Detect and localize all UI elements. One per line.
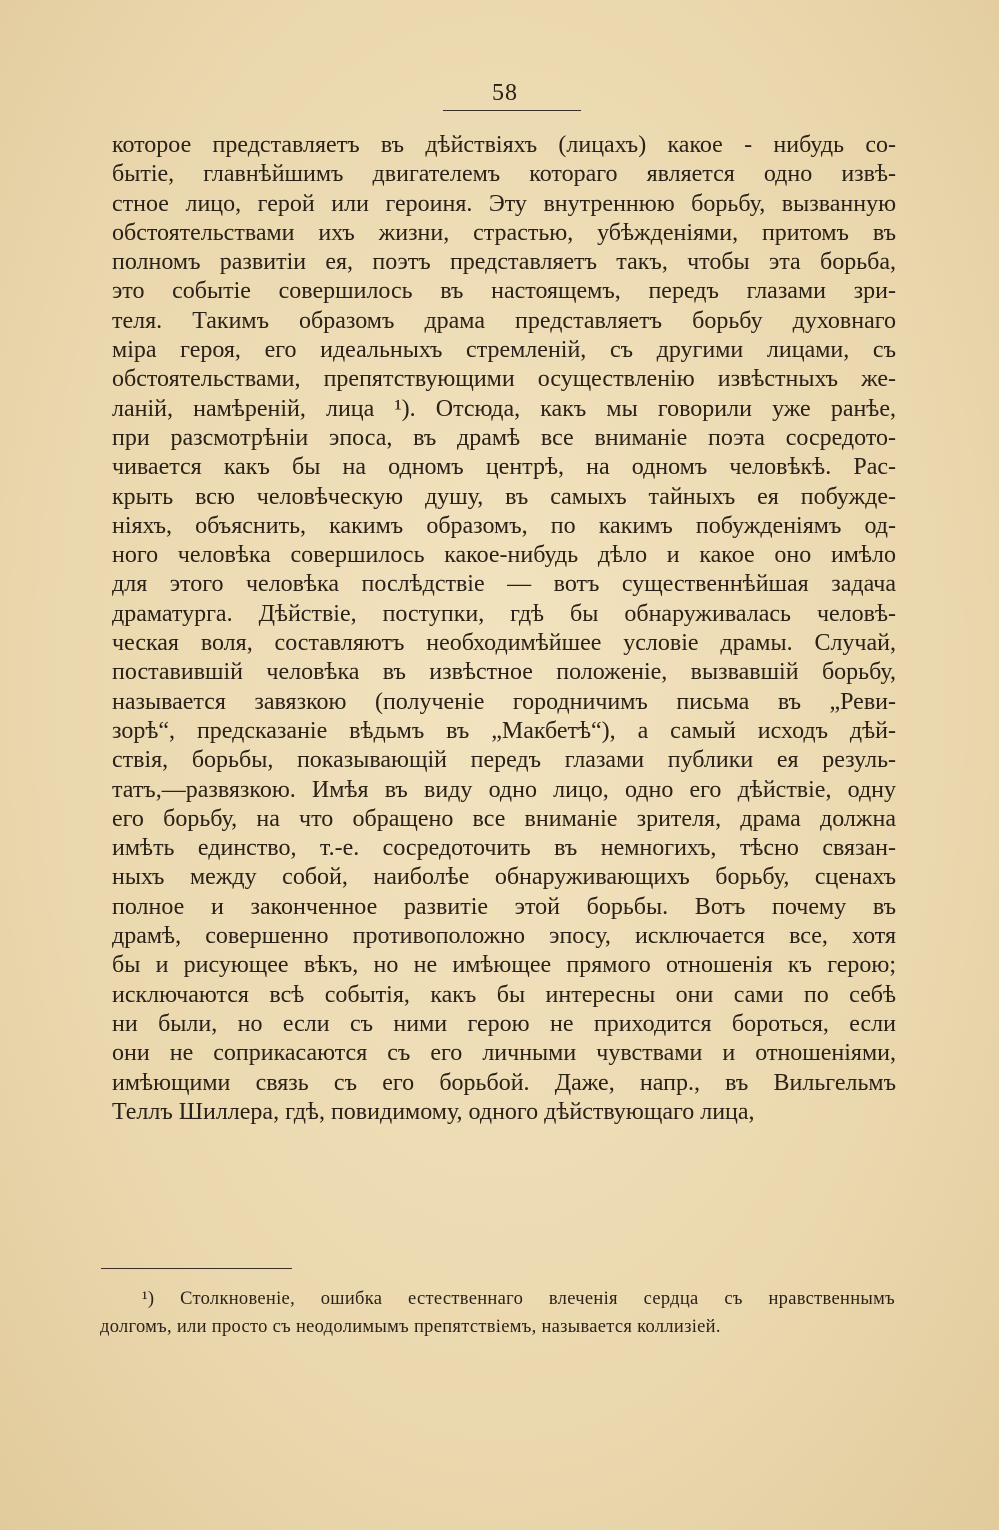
text-line: драматурга. Дѣйствiе, поступки, гдѣ бы обнаруживалась человѣ- (112, 600, 896, 627)
text-line: драмѣ, совершенно противоположно эпосу, исключается все, хотя (112, 923, 896, 950)
text-line: нiяхъ, объяснить, какимъ образомъ, по какимъ побужденiямъ од- (112, 512, 896, 539)
text-line: зорѣ“, предсказанiе вѣдьмъ въ „Макбетѣ“), а самый исходъ дѣй- (112, 717, 896, 744)
body-text (112, 131, 896, 1127)
text-line: при разсмотрѣнiи эпоса, въ драмѣ все вниманiе поэта сосредото- (112, 424, 896, 451)
footnote-line: долгомъ, или просто съ неодолимымъ препятствiемъ, называется коллизiей. (100, 1317, 721, 1337)
text-line: чивается какъ бы на одномъ центрѣ, на одномъ человѣкѣ. Рас- (112, 454, 896, 481)
text-line: ствiя, борьбы, показывающiй передъ глазами публики ея резуль- (112, 747, 896, 774)
text-line: ни были, но если съ ними герою не приходится бороться, если (112, 1010, 896, 1037)
text-line: полное и законченное развитiе этой борьбы. Вотъ почему въ (112, 893, 896, 920)
text-line: мiра героя, его идеальныхъ стремленiй, съ другими лицами, съ (112, 337, 896, 364)
footnote-rule (101, 1268, 292, 1269)
text-line: Теллъ Шиллера, гдѣ, повидимому, одного дѣйствующаго лица, (112, 1098, 755, 1125)
text-line: стное лицо, герой или героиня. Эту внутреннюю борьбу, вызванную (112, 190, 896, 217)
text-line: поставившiй человѣка въ извѣстное положенiе, вызвавшiй борьбу, (112, 659, 896, 686)
text-line: бытiе, главнѣйшимъ двигателемъ котораго является одно извѣ- (112, 161, 896, 188)
text-line: обстоятельствами, препятствующими осуществленiю извѣстныхъ же- (112, 366, 896, 393)
text-line: татъ,—развязкою. Имѣя въ виду одно лицо, одно его дѣйствiе, одну (112, 776, 896, 803)
text-line: крыть всю человѣческую душу, въ самыхъ тайныхъ ея побужде- (112, 483, 896, 510)
text-line: ческая воля, составляютъ необходимѣйшее условiе драмы. Случай, (112, 630, 896, 657)
text-line: имѣющими связь съ его борьбой. Даже, напр., въ Вильгельмъ (112, 1069, 896, 1096)
text-line: обстоятельствами ихъ жизни, страстью, убѣжденiями, притомъ въ (112, 219, 896, 246)
text-line: называется завязкою (полученiе городничимъ письма въ „Реви- (112, 688, 896, 715)
text-line: ного человѣка совершилось какое-нибудь дѣло и какое оно имѣло (112, 542, 896, 569)
text-line: исключаются всѣ событiя, какъ бы интересны они сами по себѣ (112, 981, 896, 1008)
footnote (100, 1285, 895, 1341)
text-line: это событiе совершилось въ настоящемъ, передъ глазами зри- (112, 278, 896, 305)
text-line: ныхъ между собой, наиболѣе обнаруживающихъ борьбу, сценахъ (112, 864, 896, 891)
text-line: его борьбу, на что обращено все вниманiе зрителя, драма должна (112, 805, 896, 832)
text-line: имѣть единство, т.-е. сосредоточить въ немногихъ, тѣсно связан- (112, 835, 896, 862)
text-line: они не соприкасаются съ его личными чувствами и отношенiями, (112, 1040, 896, 1067)
text-line: бы и рисующее вѣкъ, но не имѣющее прямого отношенiя къ герою; (112, 952, 896, 979)
page-number: 58 (492, 80, 518, 106)
header-rule (443, 110, 581, 111)
text-line: которое представляетъ въ дѣйствiяхъ (лицахъ) какое - нибудь со- (112, 132, 896, 158)
text-line: ланiй, намѣренiй, лица ¹). Отсюда, какъ мы говорили уже ранѣе, (112, 395, 896, 422)
text-line: теля. Такимъ образомъ драма представляетъ борьбу духовнаго (112, 307, 896, 334)
text-line: полномъ развитiи ея, поэтъ представляетъ такъ, чтобы эта борьба, (112, 249, 896, 276)
text-line: для этого человѣка послѣдствiе — вотъ существеннѣйшая задача (112, 571, 896, 598)
footnote-line: ¹) Столкновенiе, ошибка естественнаго влеченiя сердца съ нравственнымъ (142, 1289, 895, 1309)
